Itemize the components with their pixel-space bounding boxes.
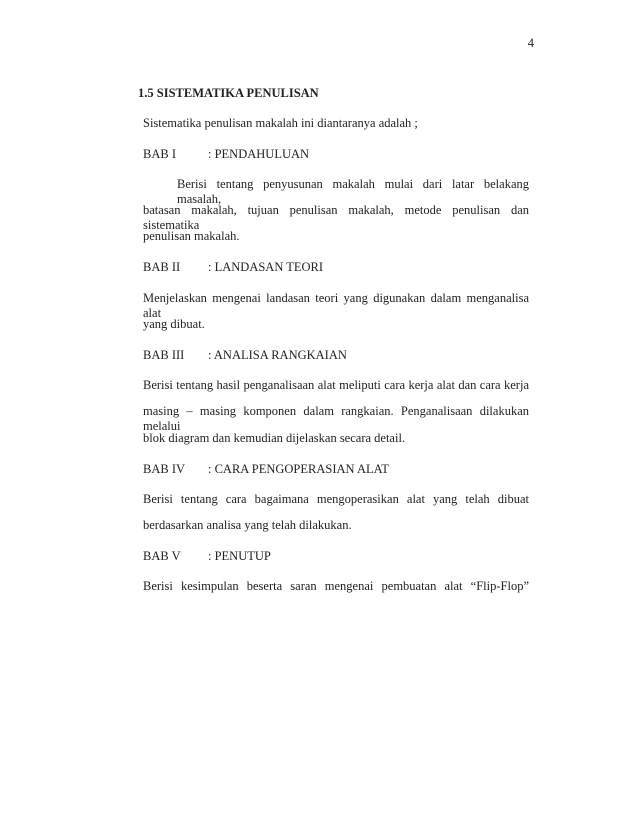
intro-paragraph: Sistematika penulisan makalah ini diantaranya adalah ; (143, 116, 418, 130)
bab-title: : CARA PENGOPERASIAN ALAT (208, 462, 389, 476)
paragraph-line: blok diagram dan kemudian dijelaskan secara detail. (143, 431, 406, 445)
bab-label: BAB V (143, 549, 181, 563)
bab-label: BAB II (143, 260, 181, 274)
bab-title: : LANDASAN TEORI (208, 260, 324, 274)
bab-title: : ANALISA RANGKAIAN (208, 348, 347, 362)
paragraph-line: Menjelaskan mengenai landasan teori yang digunakan dalam menganalisa alat (143, 291, 529, 320)
bab-label: BAB I (143, 147, 176, 161)
paragraph-line: Berisi tentang hasil penganalisaan alat meliputi cara kerja alat dan cara kerja (143, 378, 529, 392)
bab-label: BAB IV (143, 462, 186, 476)
bab-title: : PENUTUP (208, 549, 271, 563)
bab-label: BAB III (143, 348, 185, 362)
paragraph-line: penulisan makalah. (143, 229, 240, 243)
paragraph-line: Berisi kesimpulan beserta saran mengenai pembuatan alat “Flip-Flop” (143, 579, 529, 593)
paragraph-line: masing – masing komponen dalam rangkaian. Penganalisaan dilakukan melalui (143, 404, 529, 433)
paragraph-line: berdasarkan analisa yang telah dilakukan. (143, 518, 352, 532)
page-number: 4 (527, 36, 534, 50)
paragraph-line: yang dibuat. (143, 317, 205, 331)
section-heading: 1.5 SISTEMATIKA PENULISAN (138, 86, 319, 100)
paragraph-line: batasan makalah, tujuan penulisan makalah, metode penulisan dan sistematika (143, 203, 529, 232)
bab-title: : PENDAHULUAN (208, 147, 310, 161)
paragraph-line: Berisi tentang penyusunan makalah mulai dari latar belakang masalah, (177, 177, 529, 206)
paragraph-line: Berisi tentang cara bagaimana mengoperasikan alat yang telah dibuat (143, 492, 529, 506)
